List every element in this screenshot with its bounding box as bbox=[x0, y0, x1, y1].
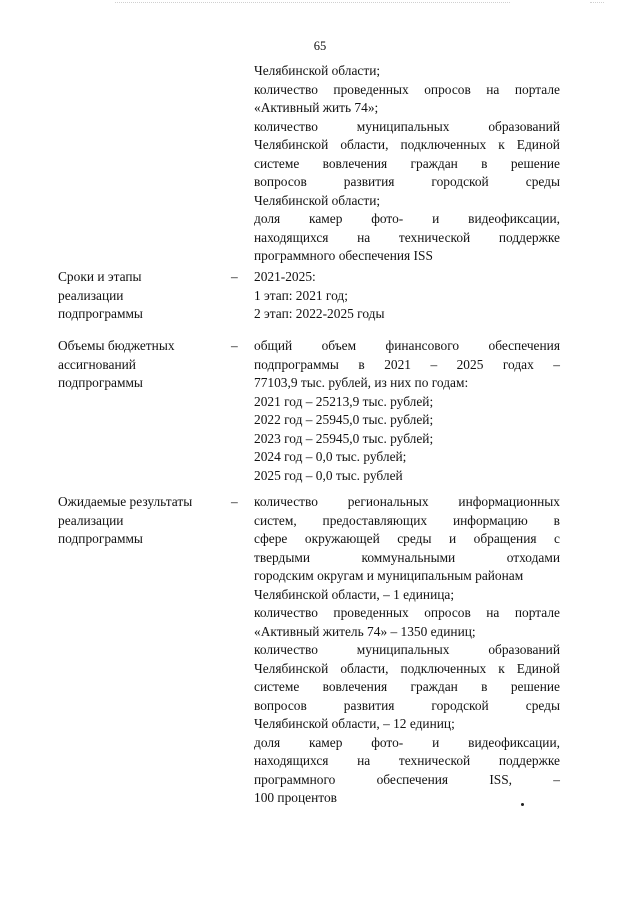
word: поддержке bbox=[498, 229, 560, 245]
text-line bbox=[254, 229, 560, 248]
text-line bbox=[254, 337, 560, 356]
word: коммунальными bbox=[361, 549, 456, 565]
word: количество bbox=[254, 118, 318, 134]
section-dash: – bbox=[231, 338, 238, 353]
text-line bbox=[254, 697, 560, 716]
label-line: Ожидаемые результаты bbox=[58, 494, 193, 509]
label-line: ассигнований bbox=[58, 356, 136, 372]
text-line: 1 этап: 2021 год; bbox=[254, 287, 348, 303]
word: – bbox=[553, 356, 560, 372]
text-line: 2025 год – 0,0 тыс. рублей bbox=[254, 467, 403, 483]
section-label bbox=[58, 493, 228, 549]
text-line bbox=[254, 604, 560, 623]
word: обращения bbox=[473, 531, 537, 546]
word: Челябинской bbox=[254, 660, 329, 676]
word: системе bbox=[254, 155, 300, 171]
text-line: «Активный жить 74»; bbox=[254, 100, 379, 115]
text-line: 77103,9 тыс. рублей, из них по годам: bbox=[254, 375, 469, 390]
section-label bbox=[58, 337, 228, 393]
word: доля bbox=[254, 734, 281, 750]
word: на bbox=[486, 605, 500, 620]
text-line bbox=[254, 493, 560, 512]
word: области, bbox=[340, 660, 389, 676]
section-dash: – bbox=[231, 269, 238, 284]
word: муниципальных bbox=[356, 118, 450, 134]
word: Единой bbox=[516, 660, 560, 676]
text-line bbox=[254, 118, 560, 137]
word: количество bbox=[254, 642, 318, 657]
word: среды bbox=[525, 174, 560, 189]
text-line: программного обеспечения ISS bbox=[254, 248, 433, 263]
scan-artifact-top bbox=[115, 2, 510, 6]
text-line: Челябинской области; bbox=[254, 63, 381, 78]
text-line bbox=[254, 734, 560, 753]
word: и bbox=[432, 211, 440, 226]
word: доля bbox=[254, 211, 281, 226]
text-line: 100 процентов bbox=[254, 790, 337, 805]
text-line bbox=[254, 549, 560, 568]
word: региональных bbox=[347, 494, 429, 509]
word: среды bbox=[397, 531, 432, 546]
word: видеофиксации, bbox=[468, 734, 560, 750]
text-line: городским округам и муниципальным районам bbox=[254, 568, 524, 583]
text-line: 2021-2025: bbox=[254, 269, 316, 284]
text-line bbox=[254, 210, 560, 229]
word: количество bbox=[254, 81, 318, 97]
word: находящихся bbox=[254, 753, 329, 768]
word: обеспечения bbox=[376, 771, 449, 787]
word: камер bbox=[309, 211, 343, 226]
text-line bbox=[254, 660, 560, 679]
word: развития bbox=[343, 174, 395, 189]
word: – bbox=[553, 771, 560, 787]
label-line: подпрограммы bbox=[58, 375, 143, 390]
label-line: Сроки и этапы bbox=[58, 269, 142, 284]
text-line: «Активный житель 74» – 1350 единиц; bbox=[254, 623, 476, 639]
scan-artifact-top-right bbox=[590, 2, 604, 6]
word: Единой bbox=[516, 137, 560, 152]
word: вопросов bbox=[254, 174, 307, 189]
word: технической bbox=[398, 753, 471, 768]
text-line bbox=[254, 136, 560, 155]
label-line: реализации bbox=[58, 512, 124, 528]
word: развития bbox=[343, 697, 395, 713]
word: финансового bbox=[385, 338, 460, 353]
text-line: Челябинской области, – 12 единиц; bbox=[254, 716, 455, 731]
word: фото- bbox=[371, 734, 404, 750]
word: опросов bbox=[424, 605, 471, 620]
text-line: 2021 год – 25213,9 тыс. рублей; bbox=[254, 393, 434, 409]
word: технической bbox=[398, 229, 471, 245]
word: сфере bbox=[254, 531, 288, 546]
word: портале bbox=[514, 605, 560, 620]
word: в bbox=[481, 155, 488, 171]
word: городской bbox=[431, 174, 489, 189]
word: обеспечения bbox=[488, 338, 560, 353]
word: подключенных bbox=[400, 660, 487, 676]
word: городской bbox=[431, 697, 489, 713]
text-line: 2 этап: 2022-2025 годы bbox=[254, 306, 385, 321]
label-line: реализации bbox=[58, 287, 124, 303]
text-line: 2023 год – 25945,0 тыс. рублей; bbox=[254, 430, 434, 446]
scan-dot-mark bbox=[521, 803, 524, 806]
word: отходами bbox=[506, 549, 560, 565]
text-line bbox=[254, 155, 560, 174]
word: и bbox=[448, 531, 457, 546]
word: вовлечения bbox=[322, 679, 388, 694]
text-line: 2022 год – 25945,0 тыс. рублей; bbox=[254, 412, 434, 427]
word: в bbox=[553, 512, 560, 528]
section-content bbox=[254, 337, 560, 485]
text-line bbox=[254, 752, 560, 771]
word: окружающей bbox=[304, 531, 380, 546]
word: среды bbox=[525, 697, 560, 713]
word: систем, bbox=[254, 512, 297, 528]
word: опросов bbox=[424, 81, 471, 97]
word: 2025 bbox=[456, 356, 484, 372]
text-line bbox=[254, 356, 560, 375]
word: граждан bbox=[410, 679, 458, 694]
text-line bbox=[254, 512, 560, 531]
label-line: подпрограммы bbox=[58, 531, 143, 546]
text-line bbox=[254, 641, 560, 660]
word: граждан bbox=[410, 155, 458, 171]
word: области, bbox=[340, 137, 389, 152]
word: в bbox=[358, 356, 365, 372]
text-line: 2024 год – 0,0 тыс. рублей; bbox=[254, 449, 407, 464]
word: количество bbox=[254, 605, 318, 620]
text-line bbox=[254, 771, 560, 790]
continuation-text bbox=[254, 62, 560, 266]
word: поддержке bbox=[498, 753, 560, 768]
section-content bbox=[254, 268, 560, 324]
word: подпрограммы bbox=[254, 356, 339, 372]
label-line: подпрограммы bbox=[58, 306, 143, 321]
word: системе bbox=[254, 679, 300, 694]
text-line: Челябинской области; bbox=[254, 192, 381, 208]
word: к bbox=[498, 137, 505, 152]
section-label bbox=[58, 268, 228, 324]
word: вовлечения bbox=[322, 155, 388, 171]
label-line: Объемы бюджетных bbox=[58, 338, 175, 353]
text-line bbox=[254, 81, 560, 100]
word: общий bbox=[254, 338, 293, 353]
word: вопросов bbox=[254, 697, 307, 713]
word: ISS, bbox=[489, 771, 513, 787]
word: портале bbox=[514, 81, 560, 97]
word: 2021 bbox=[384, 356, 411, 372]
word: с bbox=[554, 531, 560, 546]
word: количество bbox=[254, 494, 318, 509]
text-line bbox=[254, 173, 560, 192]
word: программного bbox=[254, 771, 336, 787]
text-line bbox=[254, 678, 560, 697]
word: муниципальных bbox=[356, 642, 450, 657]
word: находящихся bbox=[254, 229, 329, 245]
word: подключенных bbox=[400, 137, 487, 152]
word: – bbox=[430, 356, 438, 372]
word: в bbox=[481, 679, 488, 694]
word: Челябинской bbox=[254, 137, 329, 152]
word: информационных bbox=[458, 494, 560, 509]
word: и bbox=[432, 734, 440, 750]
word: проведенных bbox=[333, 81, 409, 97]
word: на bbox=[357, 229, 371, 245]
text-line bbox=[254, 530, 560, 549]
word: твердыми bbox=[254, 549, 311, 565]
section-content bbox=[254, 493, 560, 808]
word: образований bbox=[488, 642, 560, 657]
word: информацию bbox=[452, 512, 528, 528]
word: образований bbox=[488, 118, 560, 134]
word: на bbox=[357, 753, 371, 768]
word: годах bbox=[502, 356, 534, 372]
word: фото- bbox=[371, 211, 404, 226]
word: видеофиксации, bbox=[468, 211, 560, 226]
word: решение bbox=[510, 679, 560, 694]
word: проведенных bbox=[333, 605, 409, 620]
word: решение bbox=[510, 155, 560, 171]
word: предоставляющих bbox=[322, 512, 428, 528]
word: камер bbox=[309, 734, 343, 750]
page-number: 65 bbox=[313, 39, 327, 53]
word: к bbox=[498, 660, 505, 676]
word: на bbox=[486, 81, 500, 97]
text-line: Челябинской области, – 1 единица; bbox=[254, 586, 455, 602]
section-dash: – bbox=[231, 494, 238, 509]
word: объем bbox=[321, 338, 357, 353]
